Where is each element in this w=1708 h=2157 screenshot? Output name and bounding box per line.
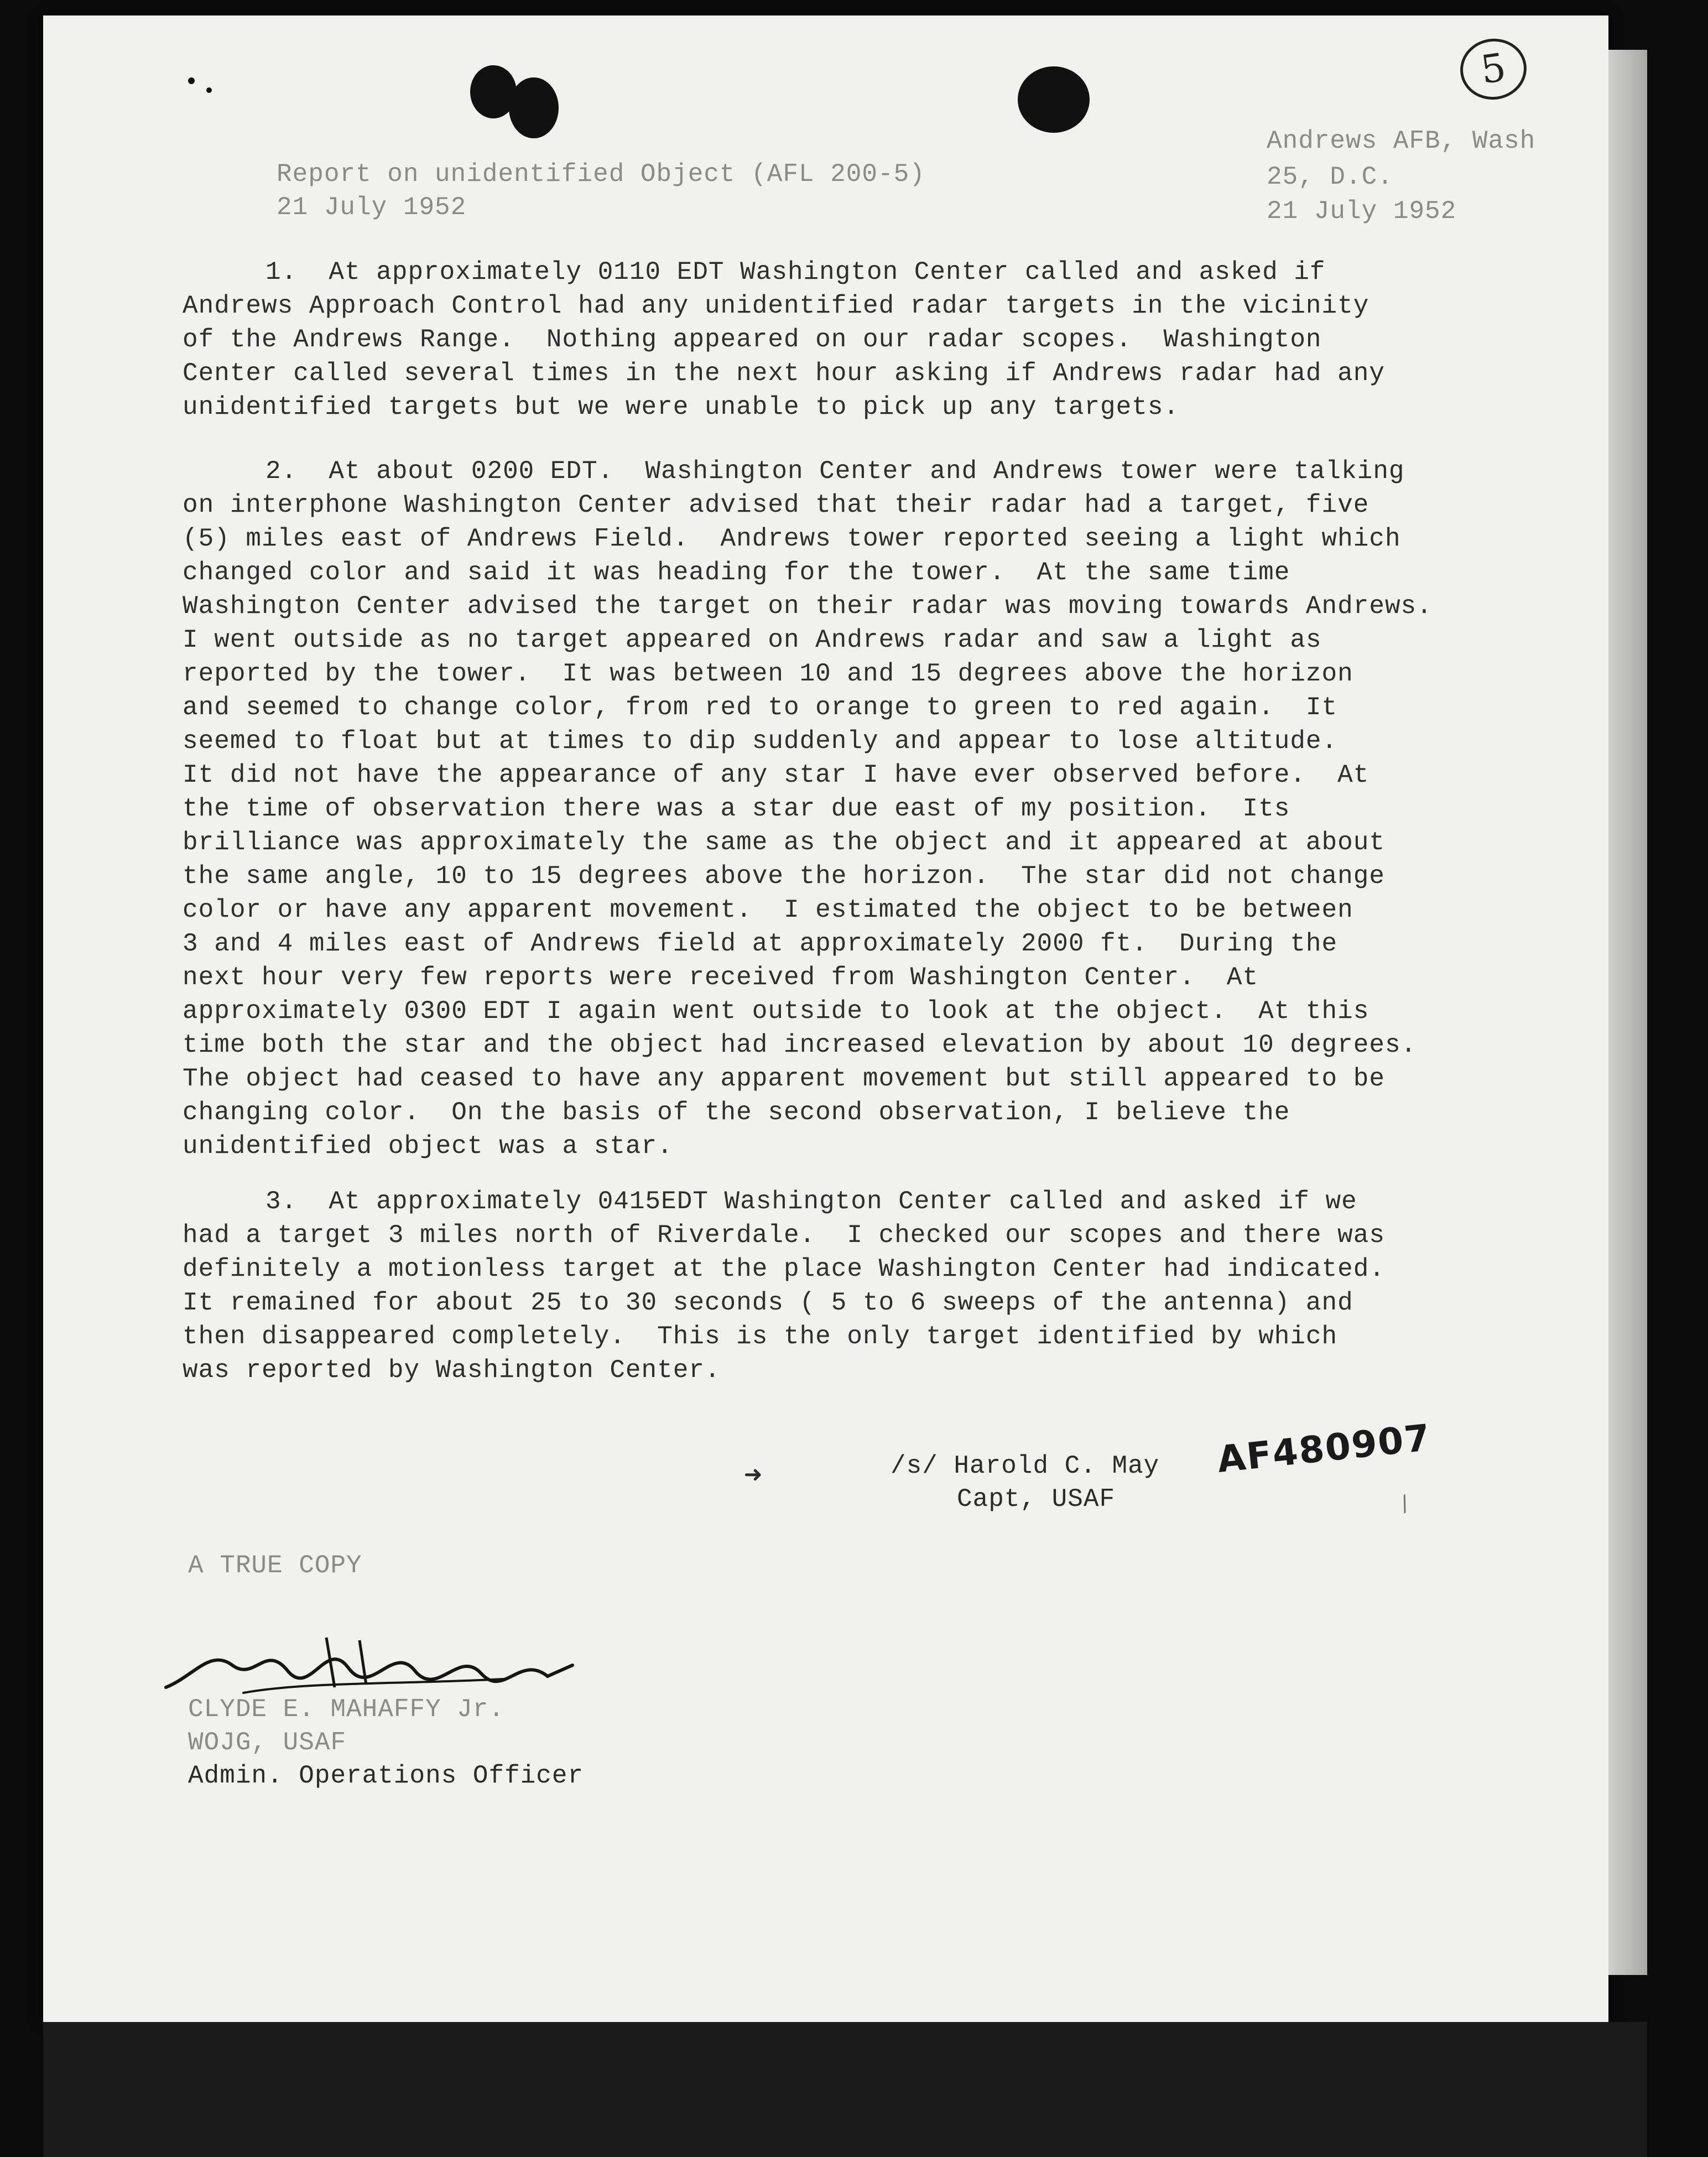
subject-line: Report on unidentified Object (AFL 200-5) bbox=[277, 160, 925, 189]
certifier-rank: WOJG, USAF bbox=[188, 1728, 347, 1757]
paragraph-line: Andrews Approach Control had any unidentified radar targets in the vicinity bbox=[183, 292, 1369, 320]
paragraph-line: the time of observation there was a star due east of my position. Its bbox=[183, 794, 1290, 823]
document-stamp: AF480907 bbox=[1215, 1416, 1433, 1482]
certifier-title: Admin. Operations Officer bbox=[188, 1761, 584, 1790]
paragraph-line: time both the star and the object had increased elevation by about 10 degrees. bbox=[183, 1031, 1417, 1059]
paragraph-line: next hour very few reports were received from Washington Center. At bbox=[183, 963, 1259, 992]
paragraph-line: It remained for about 25 to 30 seconds ( 5 to 6 sweeps of the antenna) and bbox=[183, 1288, 1353, 1317]
paragraph-line: The object had ceased to have any apparent movement but still appeared to be bbox=[183, 1064, 1385, 1093]
paragraph-line: changed color and said it was heading for the tower. At the same time bbox=[183, 558, 1290, 587]
paragraph-line: approximately 0300 EDT I again went outside to look at the object. At this bbox=[183, 997, 1369, 1026]
paragraph-line: was reported by Washington Center. bbox=[183, 1356, 721, 1385]
paragraph-line: changing color. On the basis of the second observation, I believe the bbox=[183, 1098, 1290, 1127]
paragraph-line: definitely a motionless target at the place Washington Center had indicated. bbox=[183, 1255, 1385, 1283]
paragraph-line: 3. At approximately 0415EDT Washington Center called and asked if we bbox=[265, 1187, 1357, 1216]
location-date: 21 July 1952 bbox=[1267, 197, 1457, 226]
paragraph-line: on interphone Washington Center advised that their radar had a target, five bbox=[183, 491, 1369, 519]
signed-by: /s/ Harold C. May bbox=[891, 1452, 1160, 1480]
true-copy-label: A TRUE COPY bbox=[188, 1551, 362, 1580]
paragraph-line: the same angle, 10 to 15 degrees above the horizon. The star did not change bbox=[183, 862, 1385, 891]
location-line1: Andrews AFB, Wash bbox=[1267, 127, 1536, 155]
paragraph-line: seemed to float but at times to dip suddenly and appear to lose altitude. bbox=[183, 727, 1338, 756]
signer-rank: Capt, USAF bbox=[957, 1485, 1116, 1514]
page-number: 5 bbox=[1456, 34, 1530, 104]
paragraph-line: had a target 3 miles north of Riverdale. I checked our scopes and there was bbox=[183, 1221, 1385, 1250]
paragraph-line: 1. At approximately 0110 EDT Washington Center called and asked if bbox=[265, 258, 1326, 287]
paragraph-line: Washington Center advised the target on their radar was moving towards Andrews. bbox=[183, 592, 1433, 621]
paragraph-line: color or have any apparent movement. I estimated the object to be between bbox=[183, 896, 1353, 924]
paragraph-line: unidentified targets but we were unable to pick up any targets. bbox=[183, 393, 1180, 422]
paragraph-line: It did not have the appearance of any star I have ever observed before. At bbox=[183, 761, 1369, 789]
paragraph-line: brilliance was approximately the same as the object and it appeared at about bbox=[183, 828, 1385, 857]
location-line2: 25, D.C. bbox=[1267, 163, 1393, 191]
page-edge-shadow bbox=[1608, 50, 1647, 1975]
pencil-mark: / bbox=[1394, 1492, 1418, 1520]
paragraph-line: reported by the tower. It was between 10 and 15 degrees above the horizon bbox=[183, 659, 1353, 688]
paragraph-line: I went outside as no target appeared on Andrews radar and saw a light as bbox=[183, 626, 1322, 654]
paragraph-line: of the Andrews Range. Nothing appeared on our radar scopes. Washington bbox=[183, 325, 1322, 354]
punch-hole-right bbox=[1018, 66, 1090, 133]
ink-dot bbox=[206, 87, 212, 93]
scan-border bbox=[43, 2022, 1647, 2157]
subject-date: 21 July 1952 bbox=[277, 193, 467, 222]
paragraph-line: 3 and 4 miles east of Andrews field at approximately 2000 ft. During the bbox=[183, 929, 1338, 958]
paragraph-line: Center called several times in the next hour asking if Andrews radar had any bbox=[183, 359, 1385, 388]
paragraph-line: then disappeared completely. This is the only target identified by which bbox=[183, 1322, 1338, 1351]
paragraph-line: 2. At about 0200 EDT. Washington Center and Andrews tower were talking bbox=[265, 457, 1405, 486]
paragraph-line: (5) miles east of Andrews Field. Andrews tower reported seeing a light which bbox=[183, 524, 1401, 553]
paragraph-line: and seemed to change color, from red to orange to green to red again. It bbox=[183, 693, 1338, 722]
arrow-mark-icon: ➜ bbox=[744, 1460, 763, 1494]
ink-dot bbox=[188, 77, 195, 84]
paragraph-line: unidentified object was a star. bbox=[183, 1132, 673, 1161]
handwritten-signature bbox=[160, 1626, 581, 1704]
certifier-name: CLYDE E. MAHAFFY Jr. bbox=[188, 1695, 505, 1724]
punch-hole-left-smear bbox=[509, 77, 559, 138]
